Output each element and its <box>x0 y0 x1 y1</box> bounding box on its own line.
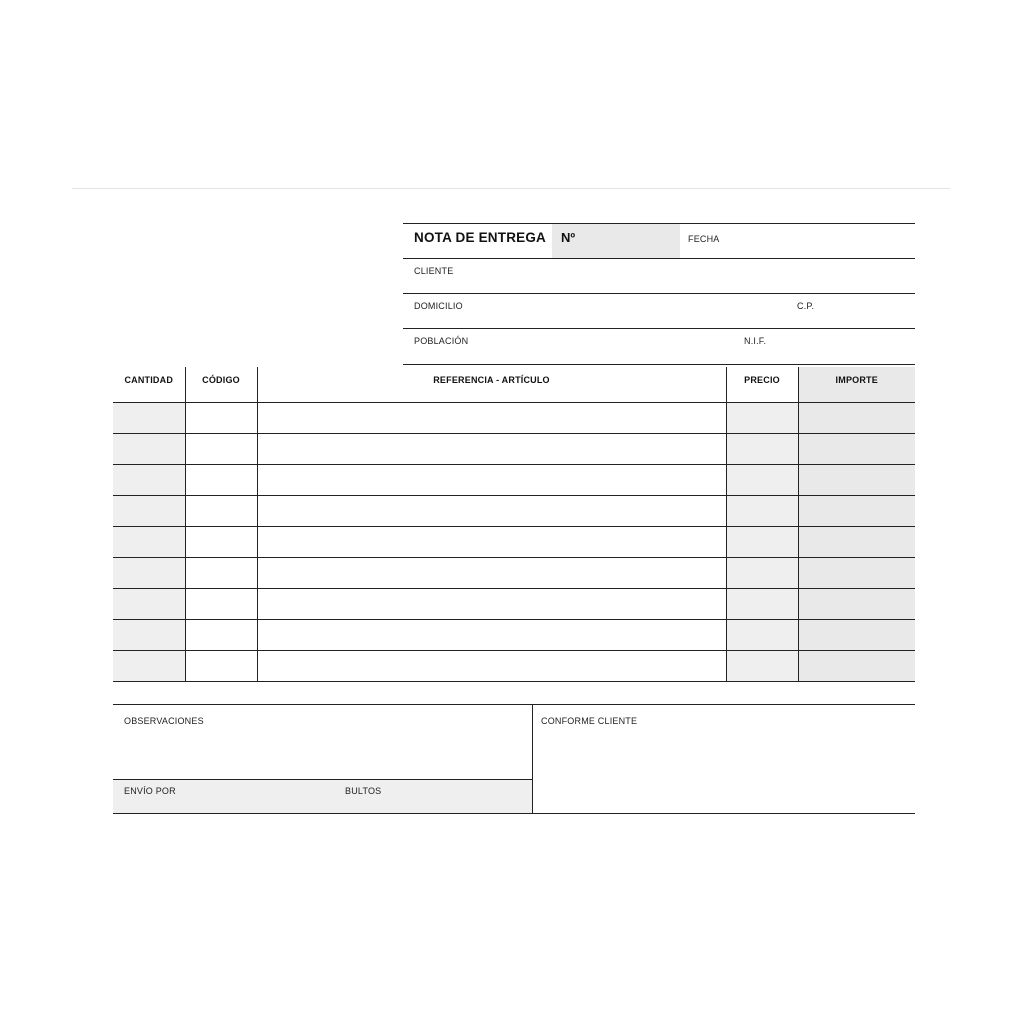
cell-reference[interactable] <box>257 464 726 495</box>
table-row <box>113 619 915 650</box>
column-header-quantity: CANTIDAD <box>113 367 185 402</box>
cell-quantity[interactable] <box>113 588 185 619</box>
cell-quantity[interactable] <box>113 464 185 495</box>
cell-price[interactable] <box>726 402 798 433</box>
cell-reference[interactable] <box>257 650 726 681</box>
cell-reference[interactable] <box>257 495 726 526</box>
table-row <box>113 526 915 557</box>
packages-label: BULTOS <box>345 786 382 796</box>
client-label: CLIENTE <box>414 266 454 276</box>
cell-reference[interactable] <box>257 526 726 557</box>
table-row <box>113 650 915 681</box>
items-table <box>113 367 915 682</box>
cell-reference[interactable] <box>257 588 726 619</box>
table-row <box>113 588 915 619</box>
observations-section[interactable] <box>113 705 533 813</box>
cell-quantity[interactable] <box>113 619 185 650</box>
cell-quantity[interactable] <box>113 433 185 464</box>
cell-amount[interactable] <box>798 464 915 495</box>
cell-amount[interactable] <box>798 557 915 588</box>
client-row[interactable] <box>403 258 915 293</box>
cell-price[interactable] <box>726 495 798 526</box>
cell-price[interactable] <box>726 526 798 557</box>
cell-price[interactable] <box>726 650 798 681</box>
cell-reference[interactable] <box>257 402 726 433</box>
table-row <box>113 557 915 588</box>
client-approval-label: CONFORME CLIENTE <box>541 716 638 726</box>
delivery-note-header <box>403 223 915 365</box>
cell-quantity[interactable] <box>113 495 185 526</box>
cell-code[interactable] <box>185 402 257 433</box>
cell-amount[interactable] <box>798 588 915 619</box>
tax-id-label: N.I.F. <box>744 336 767 346</box>
table-row <box>113 402 915 433</box>
column-header-amount: IMPORTE <box>798 367 915 402</box>
cell-code[interactable] <box>185 464 257 495</box>
cell-reference[interactable] <box>257 557 726 588</box>
cell-code[interactable] <box>185 650 257 681</box>
table-header-row <box>113 367 915 402</box>
column-header-price: PRECIO <box>726 367 798 402</box>
cell-amount[interactable] <box>798 619 915 650</box>
date-label: FECHA <box>688 234 720 244</box>
cell-reference[interactable] <box>257 433 726 464</box>
cell-quantity[interactable] <box>113 402 185 433</box>
column-header-reference: REFERENCIA - ARTÍCULO <box>257 367 726 402</box>
cell-price[interactable] <box>726 588 798 619</box>
address-label: DOMICILIO <box>414 301 463 311</box>
city-label: POBLACIÓN <box>414 336 469 346</box>
postal-code-label: C.P. <box>797 301 815 311</box>
number-label: Nº <box>561 230 576 245</box>
title-row <box>403 223 915 258</box>
shipping-row[interactable] <box>113 779 532 813</box>
cell-quantity[interactable] <box>113 526 185 557</box>
cell-quantity[interactable] <box>113 650 185 681</box>
delivery-note-footer <box>113 704 915 814</box>
items-body <box>113 402 915 681</box>
observations-label: OBSERVACIONES <box>124 716 204 726</box>
cell-amount[interactable] <box>798 526 915 557</box>
number-field[interactable] <box>552 224 680 258</box>
table-row <box>113 495 915 526</box>
cell-price[interactable] <box>726 619 798 650</box>
table-row <box>113 433 915 464</box>
cell-quantity[interactable] <box>113 557 185 588</box>
column-header-code: CÓDIGO <box>185 367 257 402</box>
cell-code[interactable] <box>185 619 257 650</box>
cell-price[interactable] <box>726 433 798 464</box>
document-title: NOTA DE ENTREGA <box>414 230 547 245</box>
table-row <box>113 464 915 495</box>
cell-code[interactable] <box>185 433 257 464</box>
cell-price[interactable] <box>726 464 798 495</box>
city-row[interactable] <box>403 328 915 365</box>
cell-amount[interactable] <box>798 495 915 526</box>
shipping-label: ENVÍO POR <box>124 786 176 796</box>
sheet-edge-rule <box>72 188 950 189</box>
cell-amount[interactable] <box>798 433 915 464</box>
cell-code[interactable] <box>185 495 257 526</box>
cell-amount[interactable] <box>798 402 915 433</box>
address-row[interactable] <box>403 293 915 328</box>
cell-price[interactable] <box>726 557 798 588</box>
cell-code[interactable] <box>185 526 257 557</box>
cell-reference[interactable] <box>257 619 726 650</box>
cell-code[interactable] <box>185 557 257 588</box>
cell-code[interactable] <box>185 588 257 619</box>
cell-amount[interactable] <box>798 650 915 681</box>
